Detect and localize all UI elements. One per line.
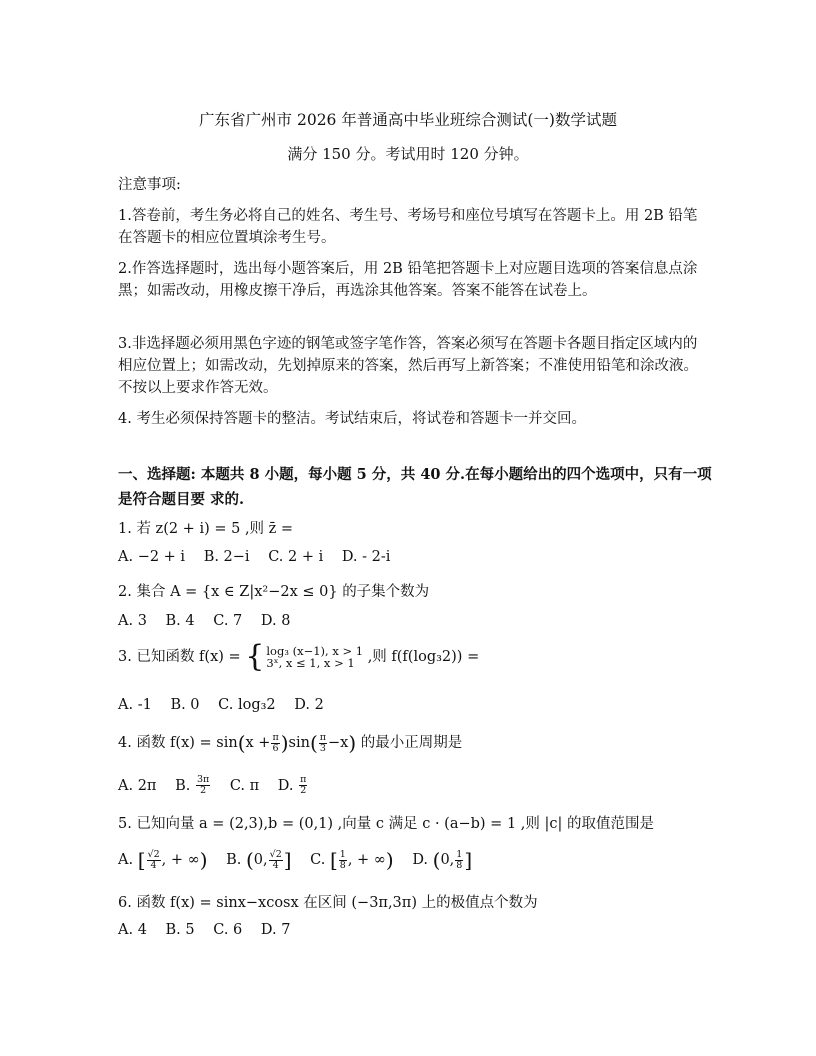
- question-3-options: [118, 697, 338, 713]
- q4-prefix: 4. 函数 f(x) = sin: [118, 735, 238, 751]
- q3-case-2: 3ˣ, x ≤ 1, x > 1: [266, 656, 355, 670]
- q1-option-d: D. - 2-i: [341, 549, 391, 565]
- q4-arg2: −x: [328, 735, 349, 751]
- q6-option-a: A. 4: [118, 922, 147, 938]
- question-4-options: [118, 775, 322, 796]
- question-6-stem: 6. 函数 f(x) = sinx−xcosx 在区间 (−3π,3π) 上的极值点个数为: [118, 895, 538, 911]
- question-5-stem: 5. 已知向量 a = (2,3),b = (0,1) ,向量 c 满足 c · (a−b) = 1 ,则 |c| 的取值范围是: [118, 816, 654, 832]
- q4-option-a: A. 2π: [118, 777, 157, 794]
- q3-prefix: 3. 已知函数 f(x) =: [118, 649, 241, 665]
- q5-option-b: B. (0, $\frac{√2}{4}$ ]: [226, 848, 292, 872]
- q4-arg1: x +: [245, 735, 271, 751]
- q6-option-b: B. 5: [165, 922, 195, 938]
- q2-option-b: B. 4: [165, 613, 195, 629]
- q6-option-d: D. 7: [260, 922, 291, 938]
- q3-suffix: ,则 f(f(log₃2)) =: [367, 649, 480, 665]
- q2-suffix: 的子集个数为: [342, 584, 430, 600]
- note-1: 1.答卷前，考生务必将自己的姓名、考生号、考场号和座位号填写在答题卡上。用 2B 铅笔在答题卡的相应位置填涂考生号。: [118, 208, 698, 246]
- question-2-options: [118, 613, 304, 629]
- question-3-stem: [118, 639, 480, 674]
- q4-suffix: 的最小正周期是: [360, 735, 463, 751]
- question-1-stem: 1. 若 z(2 + i) = 5 ,则 z̄ =: [118, 521, 294, 537]
- q4-mid: sin: [288, 735, 310, 751]
- q3-piecewise: [245, 639, 364, 674]
- q5-option-d: D. (0, $\frac{1}{8}$ ]: [412, 848, 473, 872]
- question-4-stem: 4. 函数 f(x) = sin(x + $\frac{\pi}{6}$ )sin( $\frac{\pi}{3}$ −x) 的最小正周期是: [118, 731, 463, 755]
- q3-option-d: D. 2: [294, 697, 324, 713]
- notes-heading: 注意事项:: [118, 177, 181, 193]
- q4-option-b: B. $\frac{3\pi}{2}$: [175, 774, 210, 796]
- q4-frac-1: $\frac{\pi}{6}$: [272, 731, 279, 754]
- q3-option-c: C. log₃2: [218, 697, 276, 713]
- q3-option-b: B. 0: [170, 697, 200, 713]
- q3-option-a: A. -1: [118, 697, 152, 713]
- q1-option-c: C. 2 + i: [268, 549, 324, 565]
- q3-case-1: log₃ (x−1), x > 1: [266, 644, 364, 658]
- q4-frac-2: $\frac{\pi}{3}$: [319, 731, 326, 754]
- q2-option-c: C. 7: [213, 613, 243, 629]
- q3-brace: {: [245, 639, 265, 674]
- q4-option-d: D. $\frac{\pi}{2}$: [277, 774, 307, 796]
- q2-option-d: D. 8: [260, 613, 291, 629]
- note-3: 3.非选择题必须用黑色字迹的钢笔或签字笔作答，答案必须写在答题卡各题目指定区域内的相应位置上；如需改动，先划掉原来的答案，然后再写上新答案；不准使用铅笔和涂改液。不按以上要求作答无效。: [118, 336, 698, 396]
- note-2: 2.作答选择题时，选出每小题答案后，用 2B 铅笔把答题卡上对应题目选项的答案信息点涂黑；如需改动，用橡皮擦干净后，再选涂其他答案。答案不能答在试卷上。: [118, 261, 698, 299]
- question-6-options: [118, 922, 304, 938]
- q1-option-b: B. 2−i: [203, 549, 250, 565]
- exam-title: 广东省广州市 2026 年普通高中毕业班综合测试(一)数学试题: [199, 111, 617, 129]
- q2-option-a: A. 3: [118, 613, 147, 629]
- exam-subtitle: 满分 150 分。考试用时 120 分钟。: [287, 145, 529, 163]
- question-5-options: [118, 848, 486, 872]
- q5-option-c: C. [ $\frac{1}{8}$ , + ∞): [310, 848, 394, 872]
- q6-option-c: C. 6: [213, 922, 243, 938]
- question-1-options: [118, 549, 404, 565]
- question-2-stem: [118, 580, 429, 601]
- note-4: 4. 考生必须保持答题卡的整洁。考试结束后，将试卷和答题卡一并交回。: [118, 411, 586, 427]
- q4-option-c: C. π: [229, 777, 260, 794]
- section-1-heading: 一、选择题: 本题共 8 小题，每小题 5 分，共 40 分.在每小题给出的四个选项中，只有一项是符合题目要 求的.: [118, 466, 712, 508]
- q2-prefix: 2. 集合: [118, 584, 166, 600]
- q5-option-a: A. [ $\frac{√2}{4}$ , + ∞): [118, 848, 208, 872]
- q2-set: A = {x ∈ Z|x²−2x ≤ 0}: [170, 584, 338, 600]
- q1-option-a: A. −2 + i: [118, 549, 186, 565]
